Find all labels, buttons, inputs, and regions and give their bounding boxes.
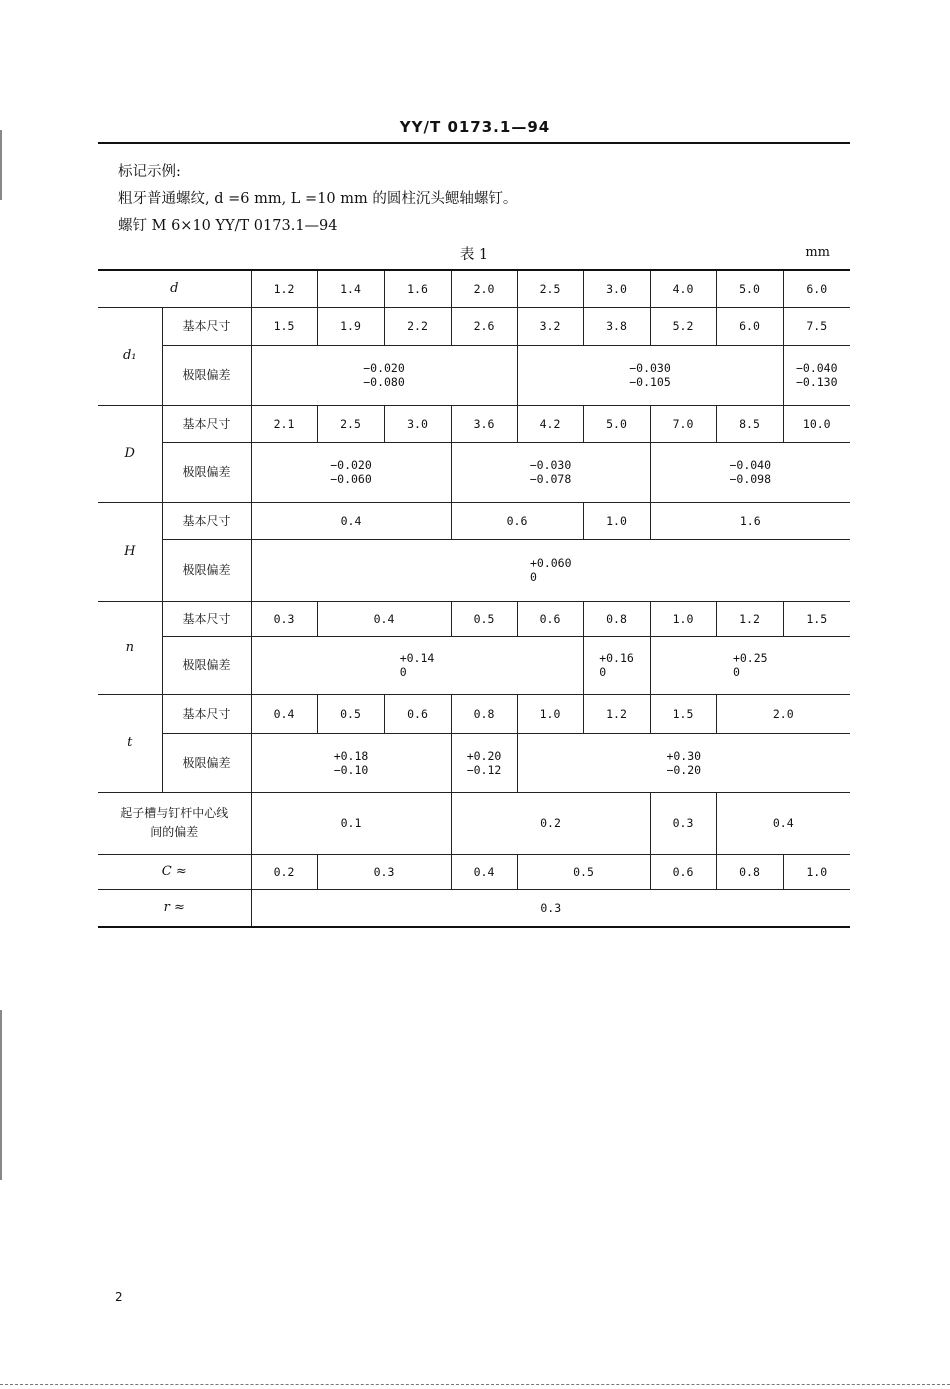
limit-cell [251,539,850,601]
table-cell: 1.0 [650,601,716,636]
table-cell: 0.5 [317,694,384,733]
table-cell: 7.5 [783,307,850,345]
table-cell: 5.2 [650,307,716,345]
table-cell: 0.3 [251,889,850,927]
limit-upper: +0.18 [333,748,369,763]
limit-lower: −0.080 [363,375,405,389]
table-cell: 0.8 [451,694,517,733]
slot-offset-label-line-2: 间的偏差 [150,825,199,839]
row-label-t: t [98,694,162,792]
table-cell: 3.0 [384,405,451,442]
table-cell: 1.5 [251,307,317,345]
table-cell: 0.4 [317,601,451,636]
table-cell: 2.6 [451,307,517,345]
row-label-r: r ≈ [98,889,251,927]
limit-upper: −0.020 [330,458,372,472]
limit-cell [251,442,451,502]
table-title: 表 1 [459,247,489,263]
table-unit: mm [805,245,830,260]
table-cell: 2.1 [251,405,317,442]
limit-cell [517,733,850,792]
table-row-d1-limit [98,345,850,405]
table-cell: 3.2 [517,307,583,345]
table-cell: 0.4 [716,792,850,854]
limit-upper: +0.30 [666,748,702,763]
table-caption-row [98,243,850,263]
limit-lower: 0 [399,665,407,679]
table-cell: 0.4 [251,502,451,539]
limit-cell [517,345,783,405]
limit-upper: −0.030 [629,361,671,375]
limit-lower: 0 [529,570,537,584]
table-cell: 1.5 [650,694,716,733]
table-cell: 0.8 [716,854,783,889]
table-cell: 2.5 [317,405,384,442]
table-cell: 0.1 [251,792,451,854]
table-cell: 3.6 [451,405,517,442]
limit-cell [251,733,451,792]
table-cell: 1.2 [583,694,650,733]
row-label-C: C ≈ [98,854,251,889]
limit-cell [650,636,850,694]
row-label-slot-offset [98,792,251,854]
table-row-D-basic [98,405,850,442]
table-cell: 1.5 [783,601,850,636]
table-cell: 2.0 [716,694,850,733]
table-cell: 1.6 [384,270,451,307]
table-cell: 0.6 [650,854,716,889]
limit-cell [451,442,650,502]
table-cell: 4.0 [650,270,716,307]
table-row-D-limit [98,442,850,502]
table-cell: 0.6 [384,694,451,733]
table-cell: 2.2 [384,307,451,345]
limit-upper: −0.040 [729,458,772,472]
row-label-D: D [98,405,162,502]
limit-lower: −0.10 [333,762,369,777]
limit-upper: +0.060 [529,556,572,570]
table-row-H-limit [98,539,850,601]
scan-edge-mark [0,130,2,200]
limit-lower: −0.060 [330,472,372,486]
table-cell: 1.2 [251,270,317,307]
table-cell: 2.5 [517,270,583,307]
table-row-t-basic [98,694,850,733]
table-cell: 0.5 [517,854,650,889]
table-cell: 1.6 [650,502,850,539]
table-cell: 0.4 [251,694,317,733]
limit-upper: −0.030 [529,458,572,472]
basic-size-label: 基本尺寸 [162,502,251,539]
table-cell: 1.0 [583,502,650,539]
limit-upper: −0.020 [363,361,405,375]
table-row-d [98,270,850,307]
marking-example-heading: 标记示例: [118,164,181,180]
basic-size-label: 基本尺寸 [162,307,251,345]
table-row-d1-basic [98,307,850,345]
row-label-d1: d₁ [98,307,162,405]
table-row-C [98,854,850,889]
limit-cell [451,733,517,792]
table-cell: 1.9 [317,307,384,345]
table-row-slot-offset [98,792,850,854]
limit-deviation-label: 极限偏差 [162,636,251,694]
table-cell: 3.8 [583,307,650,345]
limit-lower: −0.105 [629,375,671,389]
limit-lower: −0.078 [529,472,572,486]
limit-cell [783,345,850,405]
table-cell: 0.2 [251,854,317,889]
table-cell: 0.8 [583,601,650,636]
limit-upper: +0.20 [466,748,502,763]
table-cell: 0.6 [517,601,583,636]
table-cell: 6.0 [716,307,783,345]
table-cell: 0.4 [451,854,517,889]
table-cell: 0.5 [451,601,517,636]
limit-cell [251,345,517,405]
dimension-table [98,269,850,928]
table-cell: 0.3 [650,792,716,854]
limit-lower: −0.20 [666,762,702,777]
basic-size-label: 基本尺寸 [162,405,251,442]
limit-deviation-label: 极限偏差 [162,539,251,601]
table-cell: 5.0 [716,270,783,307]
row-label-n: n [98,601,162,694]
header-rule [98,142,850,144]
basic-size-label: 基本尺寸 [162,601,251,636]
limit-lower: 0 [599,665,607,679]
limit-cell [650,442,850,502]
slot-offset-label-line-1: 起子槽与钉杆中心线 [120,806,229,820]
document-code-header: YY/T 0173.1—94 [399,118,551,136]
limit-cell [583,636,650,694]
limit-upper: −0.040 [795,361,838,375]
table-cell: 1.4 [317,270,384,307]
table-row-r [98,889,850,927]
table-cell: 5.0 [583,405,650,442]
page-number: 2 [115,1290,123,1304]
limit-lower: −0.12 [466,762,502,777]
table-cell: 2.0 [451,270,517,307]
limit-upper: +0.16 [599,651,634,665]
table-cell: 1.0 [517,694,583,733]
table-cell: 6.0 [783,270,850,307]
table-cell: 8.5 [716,405,783,442]
table-cell: 0.6 [451,502,583,539]
table-cell: 0.3 [317,854,451,889]
marking-example-line-2: 螺钉 M 6×10 YY/T 0173.1—94 [118,218,338,234]
limit-cell [251,636,583,694]
limit-upper: +0.14 [399,651,435,665]
limit-deviation-label: 极限偏差 [162,733,251,792]
row-label-H: H [98,502,162,601]
limit-upper: +0.25 [732,651,768,665]
table-row-n-basic [98,601,850,636]
table-cell: 1.2 [716,601,783,636]
table-cell: 0.2 [451,792,650,854]
limit-deviation-label: 极限偏差 [162,345,251,405]
marking-example-line-1: 粗牙普通螺纹, d =6 mm, L =10 mm 的圆柱沉头鳃轴螺钉。 [118,191,518,207]
basic-size-label: 基本尺寸 [162,694,251,733]
table-cell: 1.0 [783,854,850,889]
limit-deviation-label: 极限偏差 [162,442,251,502]
table-cell: 0.3 [251,601,317,636]
limit-lower: −0.130 [795,375,838,389]
table-row-n-limit [98,636,850,694]
table-row-t-limit [98,733,850,792]
table-cell: 4.2 [517,405,583,442]
scan-bottom-edge [0,1384,950,1386]
table-row-H-basic [98,502,850,539]
table-cell: 3.0 [583,270,650,307]
row-label-d: d [98,270,251,307]
table-cell: 10.0 [783,405,850,442]
limit-lower: 0 [732,665,740,679]
limit-lower: −0.098 [729,472,772,486]
scan-edge-mark [0,1010,2,1180]
table-cell: 7.0 [650,405,716,442]
